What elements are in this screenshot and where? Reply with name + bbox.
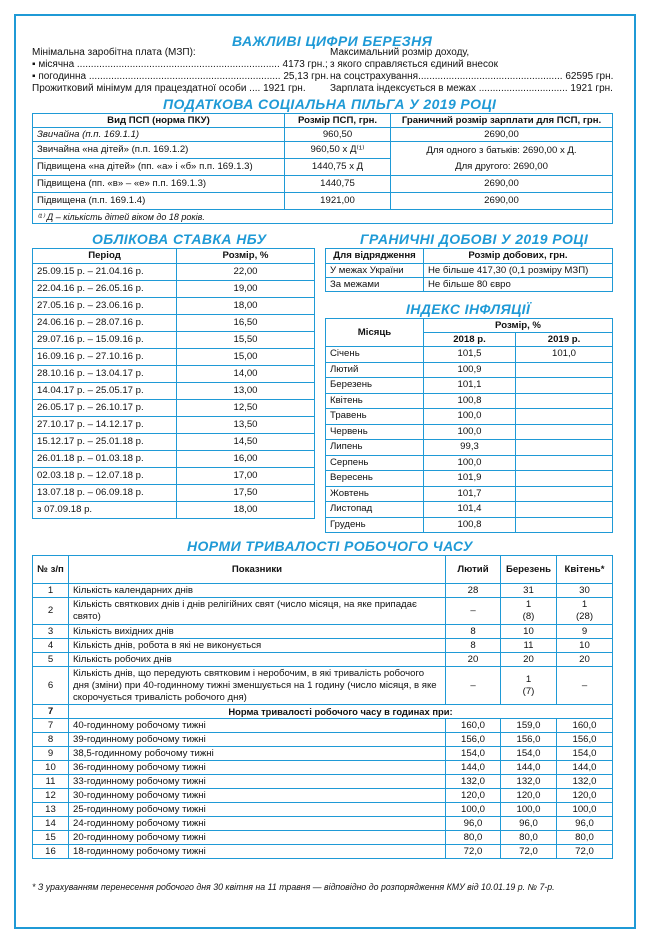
nbu-header-rate: Розмір, % bbox=[177, 249, 315, 264]
table-row bbox=[33, 264, 315, 281]
nbu-period: 02.03.18 р. – 12.07.18 р. bbox=[33, 468, 177, 485]
table-row bbox=[33, 625, 613, 639]
key-figure-line: ▪ погодинна ..................................................................... 25,13 грн. bbox=[32, 71, 329, 82]
table-row bbox=[326, 347, 613, 363]
inflation-2019 bbox=[516, 440, 613, 456]
wt-value: 72,0 bbox=[557, 845, 613, 859]
table-row bbox=[33, 584, 613, 598]
wt-num: 1 bbox=[33, 584, 69, 598]
wt-num: 8 bbox=[33, 733, 69, 747]
psp-limit: 2690,00 bbox=[391, 193, 613, 210]
wt-value: 8 bbox=[446, 639, 501, 653]
nbu-table bbox=[32, 248, 315, 519]
wt-value: 154,0 bbox=[557, 747, 613, 761]
wt-value: 96,0 bbox=[446, 817, 501, 831]
wt-value: 9 bbox=[557, 625, 613, 639]
wt-value: 10 bbox=[501, 625, 557, 639]
wt-indicator: 25-годинному робочому тижні bbox=[69, 803, 446, 817]
wt-indicator: 18-годинному робочому тижні bbox=[69, 845, 446, 859]
per-diem-trip: У межах України bbox=[326, 264, 424, 278]
per-diem-table bbox=[325, 248, 613, 292]
nbu-period: 29.07.16 р. – 15.09.16 р. bbox=[33, 332, 177, 349]
psp-amount: 960,50 bbox=[285, 128, 391, 142]
table-row bbox=[33, 598, 613, 625]
inflation-2018: 101,1 bbox=[424, 378, 516, 394]
inflation-2018: 99,3 bbox=[424, 440, 516, 456]
wt-header-num: № з/п bbox=[33, 556, 69, 584]
wt-num: 2 bbox=[33, 598, 69, 625]
wt-header-indicator: Показники bbox=[69, 556, 446, 584]
table-row bbox=[326, 502, 613, 518]
wt-value: 80,0 bbox=[446, 831, 501, 845]
inflation-header-size: Розмір, % bbox=[424, 319, 613, 333]
wt-value: 159,0 bbox=[501, 719, 557, 733]
wt-value: 132,0 bbox=[557, 775, 613, 789]
psp-amount: 1440,75 bbox=[285, 176, 391, 193]
table-row bbox=[33, 332, 315, 349]
wt-value: 132,0 bbox=[501, 775, 557, 789]
wt-value: 1 (28) bbox=[557, 598, 613, 625]
nbu-period: 16.09.16 р. – 27.10.16 р. bbox=[33, 349, 177, 366]
wt-num: 16 bbox=[33, 845, 69, 859]
wt-value: 96,0 bbox=[557, 817, 613, 831]
wt-value: 30 bbox=[557, 584, 613, 598]
wt-indicator: Кількість вихідних днів bbox=[69, 625, 446, 639]
work-time-table bbox=[32, 555, 613, 859]
inflation-month: Січень bbox=[326, 347, 424, 363]
wt-section-num: 7 bbox=[33, 705, 69, 719]
wt-value: 80,0 bbox=[501, 831, 557, 845]
inflation-2019: 101,0 bbox=[516, 347, 613, 363]
wt-value: 156,0 bbox=[446, 733, 501, 747]
wt-value: 72,0 bbox=[501, 845, 557, 859]
table-row bbox=[33, 845, 613, 859]
nbu-period: з 07.09.18 р. bbox=[33, 502, 177, 519]
wt-num: 11 bbox=[33, 775, 69, 789]
wt-indicator: 40-годинному робочому тижні bbox=[69, 719, 446, 733]
table-row bbox=[33, 667, 613, 705]
psp-title: ПОДАТКОВА СОЦІАЛЬНА ПІЛЬГА У 2019 РОЦІ bbox=[163, 96, 497, 112]
table-row bbox=[33, 142, 613, 159]
per-diem-header-trip: Для відрядження bbox=[326, 249, 424, 264]
table-row bbox=[33, 128, 613, 142]
wt-num: 7 bbox=[33, 719, 69, 733]
psp-header-limit: Граничний розмір зарплати для ПСП, грн. bbox=[391, 114, 613, 128]
inflation-2018: 100,8 bbox=[424, 517, 516, 533]
key-figure-line: з якого справляється єдиний внесок bbox=[330, 59, 498, 70]
nbu-period: 27.05.16 р. – 23.06.16 р. bbox=[33, 298, 177, 315]
wt-value: 10 bbox=[557, 639, 613, 653]
table-row bbox=[326, 362, 613, 378]
table-row bbox=[326, 471, 613, 487]
wt-indicator: 30-годинному робочому тижні bbox=[69, 789, 446, 803]
wt-value: 160,0 bbox=[446, 719, 501, 733]
nbu-period: 13.07.18 р. – 06.09.18 р. bbox=[33, 485, 177, 502]
inflation-month: Грудень bbox=[326, 517, 424, 533]
nbu-period: 25.09.15 р. – 21.04.16 р. bbox=[33, 264, 177, 281]
nbu-rate: 16,00 bbox=[177, 451, 315, 468]
wt-num: 13 bbox=[33, 803, 69, 817]
table-row bbox=[33, 281, 315, 298]
wt-num: 6 bbox=[33, 667, 69, 705]
wt-header-month: Квітень* bbox=[557, 556, 613, 584]
table-row bbox=[33, 803, 613, 817]
table-row bbox=[326, 486, 613, 502]
inflation-2019 bbox=[516, 517, 613, 533]
wt-indicator: Кількість святкових днів і днів релігійних свят (число місяця, на яке припадає свято) bbox=[69, 598, 446, 625]
inflation-title: ІНДЕКС ІНФЛЯЦІЇ bbox=[406, 301, 531, 317]
wt-value: 20 bbox=[557, 653, 613, 667]
inflation-month: Листопад bbox=[326, 502, 424, 518]
table-row bbox=[33, 176, 613, 193]
wt-value: 20 bbox=[501, 653, 557, 667]
table-row bbox=[326, 264, 613, 278]
table-row bbox=[33, 639, 613, 653]
wt-value: 160,0 bbox=[557, 719, 613, 733]
wt-value: 8 bbox=[446, 625, 501, 639]
psp-type: Звичайна (п.п. 169.1.1) bbox=[33, 128, 285, 142]
key-figures-title: ВАЖЛИВІ ЦИФРИ БЕРЕЗНЯ bbox=[232, 33, 433, 49]
wt-value: 96,0 bbox=[501, 817, 557, 831]
wt-value: 1 (8) bbox=[501, 598, 557, 625]
inflation-2019 bbox=[516, 455, 613, 471]
wt-indicator: 39-годинному робочому тижні bbox=[69, 733, 446, 747]
nbu-rate: 18,00 bbox=[177, 298, 315, 315]
wt-value: 80,0 bbox=[557, 831, 613, 845]
psp-table bbox=[32, 113, 613, 224]
table-row bbox=[326, 378, 613, 394]
inflation-table bbox=[325, 318, 613, 533]
wt-indicator: Кількість днів, робота в які не виконується bbox=[69, 639, 446, 653]
wt-section-title: Норма тривалості робочого часу в годинах при: bbox=[69, 705, 613, 719]
inflation-month: Березень bbox=[326, 378, 424, 394]
inflation-2018: 101,4 bbox=[424, 502, 516, 518]
nbu-rate: 13,00 bbox=[177, 383, 315, 400]
wt-value: 72,0 bbox=[446, 845, 501, 859]
psp-amount: 1440,75 х Д bbox=[285, 159, 391, 176]
inflation-month: Червень bbox=[326, 424, 424, 440]
wt-value: – bbox=[446, 667, 501, 705]
table-row bbox=[326, 278, 613, 292]
table-row bbox=[326, 424, 613, 440]
wt-indicator: 36-годинному робочому тижні bbox=[69, 761, 446, 775]
wt-num: 5 bbox=[33, 653, 69, 667]
wt-indicator: Кількість робочих днів bbox=[69, 653, 446, 667]
psp-type: Підвищена (пп. «в» – «е» п.п. 169.1.3) bbox=[33, 176, 285, 193]
wt-num: 9 bbox=[33, 747, 69, 761]
table-row bbox=[33, 383, 315, 400]
nbu-rate: 22,00 bbox=[177, 264, 315, 281]
wt-indicator: 33-годинному робочому тижні bbox=[69, 775, 446, 789]
inflation-2019 bbox=[516, 502, 613, 518]
nbu-period: 24.06.16 р. – 28.07.16 р. bbox=[33, 315, 177, 332]
inflation-2019 bbox=[516, 409, 613, 425]
psp-header-amount: Розмір ПСП, грн. bbox=[285, 114, 391, 128]
wt-num: 3 bbox=[33, 625, 69, 639]
inflation-2018: 100,9 bbox=[424, 362, 516, 378]
per-diem-size: Не більше 80 євро bbox=[424, 278, 613, 292]
wt-value: 144,0 bbox=[557, 761, 613, 775]
table-row bbox=[33, 366, 315, 383]
inflation-2018: 100,8 bbox=[424, 393, 516, 409]
wt-value: 144,0 bbox=[501, 761, 557, 775]
nbu-period: 22.04.16 р. – 26.05.16 р. bbox=[33, 281, 177, 298]
table-row bbox=[33, 831, 613, 845]
inflation-2018: 101,7 bbox=[424, 486, 516, 502]
inflation-2019 bbox=[516, 393, 613, 409]
inflation-month: Травень bbox=[326, 409, 424, 425]
inflation-2018: 100,0 bbox=[424, 409, 516, 425]
inflation-month: Вересень bbox=[326, 471, 424, 487]
nbu-period: 14.04.17 р. – 25.05.17 р. bbox=[33, 383, 177, 400]
per-diem-header-size: Розмір добових, грн. bbox=[424, 249, 613, 264]
inflation-2019 bbox=[516, 471, 613, 487]
key-figure-line: Мінімальна заробітна плата (МЗП): bbox=[32, 47, 196, 58]
wt-value: 1 (7) bbox=[501, 667, 557, 705]
table-row bbox=[33, 502, 315, 519]
inflation-header-month: Місяць bbox=[326, 319, 424, 347]
wt-indicator: 20-годинному робочому тижні bbox=[69, 831, 446, 845]
key-figure-line: на соцстрахування.................................................... 62595 грн. bbox=[330, 71, 614, 82]
table-row bbox=[33, 653, 613, 667]
wt-num: 12 bbox=[33, 789, 69, 803]
nbu-rate: 14,50 bbox=[177, 434, 315, 451]
wt-indicator: 38,5-годинному робочому тижні bbox=[69, 747, 446, 761]
nbu-header-period: Період bbox=[33, 249, 177, 264]
wt-num: 15 bbox=[33, 831, 69, 845]
key-figure-line: Зарплата індексується в межах ................................ 1921 грн. bbox=[330, 83, 613, 94]
psp-type: Підвищена (п.п. 169.1.4) bbox=[33, 193, 285, 210]
nbu-rate: 16,50 bbox=[177, 315, 315, 332]
wt-value: 156,0 bbox=[557, 733, 613, 747]
nbu-title: ОБЛІКОВА СТАВКА НБУ bbox=[92, 231, 267, 247]
wt-value: 156,0 bbox=[501, 733, 557, 747]
inflation-month: Квітень bbox=[326, 393, 424, 409]
table-row bbox=[33, 451, 315, 468]
psp-limit-parents bbox=[391, 142, 613, 176]
wt-num: 4 bbox=[33, 639, 69, 653]
inflation-2019 bbox=[516, 486, 613, 502]
table-row bbox=[33, 315, 315, 332]
inflation-2018: 100,0 bbox=[424, 455, 516, 471]
psp-type: Підвищена «на дітей» (пп. «а» і «б» п.п. 169.1.3) bbox=[33, 159, 285, 176]
wt-num: 10 bbox=[33, 761, 69, 775]
psp-header-type: Вид ПСП (норма ПКУ) bbox=[33, 114, 285, 128]
wt-value: 154,0 bbox=[446, 747, 501, 761]
inflation-month: Серпень bbox=[326, 455, 424, 471]
inflation-month: Липень bbox=[326, 440, 424, 456]
psp-limit-line: Для одного з батьків: 2690,00 х Д. bbox=[426, 144, 577, 156]
table-row bbox=[326, 440, 613, 456]
table-row bbox=[33, 485, 315, 502]
wt-header-month: Березень bbox=[501, 556, 557, 584]
wt-value: 100,0 bbox=[446, 803, 501, 817]
nbu-rate: 15,00 bbox=[177, 349, 315, 366]
table-row bbox=[33, 705, 613, 719]
table-row bbox=[326, 409, 613, 425]
table-row bbox=[326, 393, 613, 409]
wt-value: 11 bbox=[501, 639, 557, 653]
wt-value: 154,0 bbox=[501, 747, 557, 761]
table-row bbox=[33, 761, 613, 775]
nbu-period: 28.10.16 р. – 13.04.17 р. bbox=[33, 366, 177, 383]
table-row bbox=[33, 817, 613, 831]
wt-value: 31 bbox=[501, 584, 557, 598]
table-row bbox=[33, 789, 613, 803]
table-row bbox=[33, 298, 315, 315]
psp-amount: 960,50 х Д⁽¹⁾ bbox=[285, 142, 391, 159]
inflation-2019 bbox=[516, 362, 613, 378]
wt-value: 144,0 bbox=[446, 761, 501, 775]
psp-limit: 2690,00 bbox=[391, 176, 613, 193]
inflation-2018: 101,9 bbox=[424, 471, 516, 487]
table-row bbox=[33, 349, 315, 366]
wt-value: 100,0 bbox=[501, 803, 557, 817]
table-row bbox=[33, 400, 315, 417]
inflation-2018: 101,5 bbox=[424, 347, 516, 363]
nbu-period: 15.12.17 р. – 25.01.18 р. bbox=[33, 434, 177, 451]
psp-type: Звичайна «на дітей» (п.п. 169.1.2) bbox=[33, 142, 285, 159]
nbu-rate: 17,50 bbox=[177, 485, 315, 502]
table-row bbox=[33, 417, 315, 434]
table-row bbox=[33, 733, 613, 747]
table-row bbox=[33, 434, 315, 451]
inflation-2019 bbox=[516, 378, 613, 394]
inflation-header-year: 2019 р. bbox=[516, 333, 613, 347]
per-diem-trip: За межами bbox=[326, 278, 424, 292]
wt-indicator: Кількість днів, що передують святковим і неробочим, в які тривалість робочого дня (зміни) при 40-годинному тижні зменшується на 1 годину (число місяця, в яке скорочується тривалість робочого дня) bbox=[69, 667, 446, 705]
psp-limit-line: Для другого: 2690,00 bbox=[455, 160, 548, 172]
table-row bbox=[33, 193, 613, 210]
nbu-rate: 18,00 bbox=[177, 502, 315, 519]
per-diem-title: ГРАНИЧНІ ДОБОВІ У 2019 РОЦІ bbox=[360, 231, 589, 247]
nbu-period: 26.05.17 р. – 26.10.17 р. bbox=[33, 400, 177, 417]
nbu-rate: 17,00 bbox=[177, 468, 315, 485]
table-row bbox=[326, 517, 613, 533]
inflation-month: Лютий bbox=[326, 362, 424, 378]
wt-value: – bbox=[446, 598, 501, 625]
wt-num: 14 bbox=[33, 817, 69, 831]
wt-value: 120,0 bbox=[557, 789, 613, 803]
psp-footnote: ⁽¹⁾ Д – кількість дітей віком до 18 років. bbox=[33, 210, 613, 224]
work-time-footnote: * З урахуванням перенесення робочого дня 30 квітня на 11 травня — відповідно до розпорядження КМУ від 10.01.19 р. № 7-р. bbox=[32, 882, 555, 892]
nbu-period: 27.10.17 р. – 14.12.17 р. bbox=[33, 417, 177, 434]
inflation-2019 bbox=[516, 424, 613, 440]
table-row bbox=[326, 455, 613, 471]
nbu-rate: 19,00 bbox=[177, 281, 315, 298]
per-diem-size: Не більше 417,30 (0,1 розміру МЗП) bbox=[424, 264, 613, 278]
wt-value: – bbox=[557, 667, 613, 705]
wt-value: 120,0 bbox=[446, 789, 501, 803]
wt-indicator: Кількість календарних днів bbox=[69, 584, 446, 598]
nbu-rate: 12,50 bbox=[177, 400, 315, 417]
table-row bbox=[33, 775, 613, 789]
key-figure-line: ▪ місячна ......................................................................... 4173 грн.; bbox=[32, 59, 328, 70]
wt-indicator: 24-годинному робочому тижні bbox=[69, 817, 446, 831]
wt-value: 100,0 bbox=[557, 803, 613, 817]
nbu-period: 26.01.18 р. – 01.03.18 р. bbox=[33, 451, 177, 468]
table-row bbox=[33, 468, 315, 485]
inflation-2018: 100,0 bbox=[424, 424, 516, 440]
nbu-rate: 14,00 bbox=[177, 366, 315, 383]
key-figure-line: Максимальний розмір доходу, bbox=[330, 47, 470, 58]
work-time-title: НОРМИ ТРИВАЛОСТІ РОБОЧОГО ЧАСУ bbox=[187, 538, 473, 554]
inflation-header-year: 2018 р. bbox=[424, 333, 516, 347]
psp-limit: 2690,00 bbox=[391, 128, 613, 142]
table-row bbox=[33, 747, 613, 761]
table-row bbox=[33, 210, 613, 224]
wt-header-month: Лютий bbox=[446, 556, 501, 584]
table-row bbox=[33, 719, 613, 733]
wt-value: 28 bbox=[446, 584, 501, 598]
wt-value: 132,0 bbox=[446, 775, 501, 789]
key-figure-line: Прожитковий мінімум для працездатної особи .... 1921 грн. bbox=[32, 83, 306, 94]
inflation-month: Жовтень bbox=[326, 486, 424, 502]
nbu-rate: 15,50 bbox=[177, 332, 315, 349]
nbu-rate: 13,50 bbox=[177, 417, 315, 434]
wt-value: 20 bbox=[446, 653, 501, 667]
wt-value: 120,0 bbox=[501, 789, 557, 803]
psp-amount: 1921,00 bbox=[285, 193, 391, 210]
